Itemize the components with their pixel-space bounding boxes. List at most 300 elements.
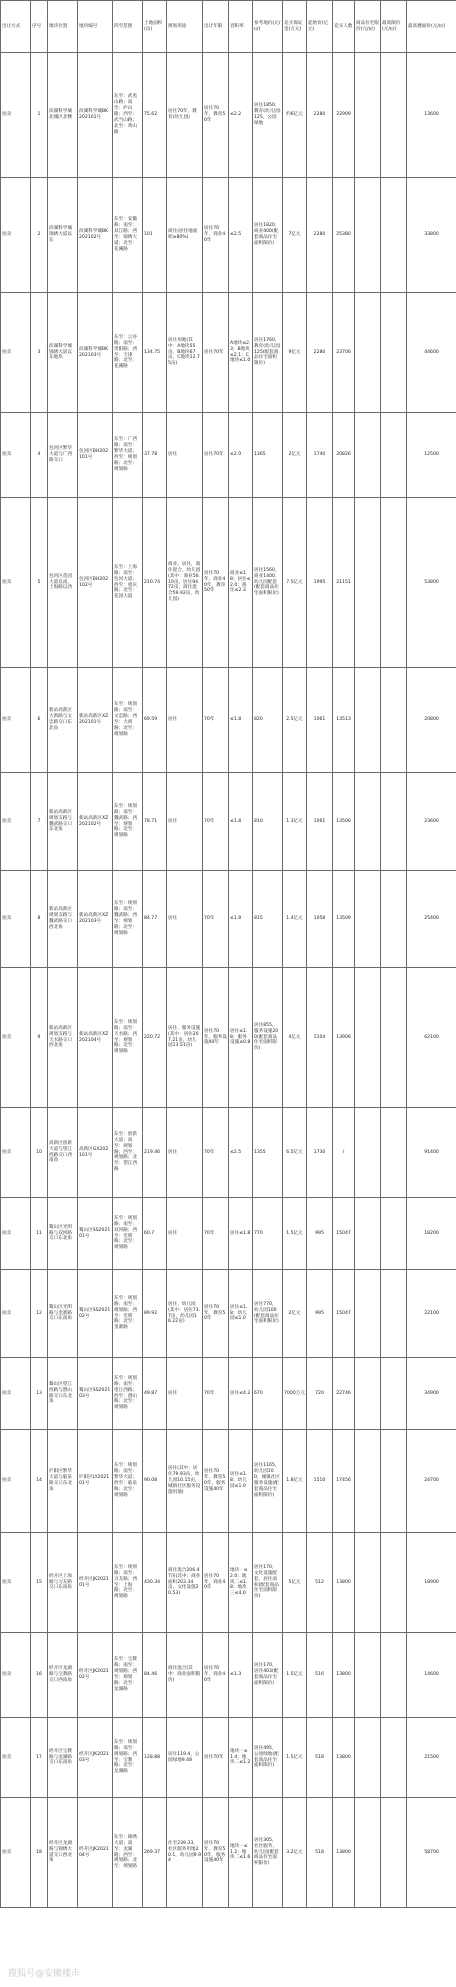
table-cell: 9亿元 xyxy=(283,293,307,413)
table-cell: 15047 xyxy=(333,1198,355,1270)
table-cell: 包河区繁华大道与广西路交口 xyxy=(48,413,78,498)
table-cell xyxy=(355,1358,381,1430)
table-cell: 居住855，服务设施200(配套商品住宅面积限价) xyxy=(253,968,283,1108)
table-cell xyxy=(381,668,407,773)
table-cell: 经开区JK202102号 xyxy=(78,1633,113,1718)
table-cell: 居住1560，商业1400，幼儿园配套(配套商品住宅面积限价) xyxy=(253,498,283,668)
table-cell xyxy=(381,1108,407,1198)
table-cell: 拍卖 xyxy=(1,1108,31,1198)
table-cell: 东至：宝教路；南至：规划路；西至：规划路；北至：龙湖路 xyxy=(113,1633,143,1718)
table-cell: 包河区BH202101号 xyxy=(78,413,113,498)
table-cell: 70年 xyxy=(203,1198,229,1270)
table-cell: ≤1.8 xyxy=(229,871,253,968)
table-cell: 拍卖 xyxy=(1,293,31,413)
table-cell: ≤2.5 xyxy=(229,1108,253,1198)
table-cell: 2280 xyxy=(307,178,333,293)
column-header: 序号 xyxy=(31,1,48,53)
table-cell: 24700 xyxy=(407,1430,456,1533)
table-cell xyxy=(355,178,381,293)
table-cell: 居住495，公园绿地(配套商品住宅面积限价) xyxy=(253,1718,283,1798)
table-cell: 居住70年 xyxy=(203,293,229,413)
table-row xyxy=(1,1358,456,1430)
table-cell: 33800 xyxy=(407,178,456,293)
table-cell: 新站高新区XZ202104号 xyxy=(78,968,113,1108)
table-cell: 东至：规划路；南至：望江西路；西至：潜山路；北至：规划路 xyxy=(113,1358,143,1430)
table-cell xyxy=(381,1798,407,1908)
table-cell: 经开区JK202103号 xyxy=(78,1718,113,1798)
table-cell: 2.5亿元 xyxy=(283,668,307,773)
table-row xyxy=(1,1533,456,1633)
table-cell: 经开区宝教路与龙湖路交口东南角 xyxy=(48,1718,78,1798)
table-cell: 庐阳区LY202101号 xyxy=(78,1430,113,1533)
table-cell: 13906 xyxy=(333,968,355,1108)
table-cell: 居住70年，教育50年，服务设施40年 xyxy=(203,1430,229,1533)
table-cell: 15047 xyxy=(333,1270,355,1358)
table-cell xyxy=(381,968,407,1108)
table-body xyxy=(1,53,456,1908)
table-cell: 269.37 xyxy=(143,1798,167,1908)
table-cell xyxy=(381,178,407,293)
table-cell: 拍卖 xyxy=(1,1798,31,1908)
table-cell: 居住70年，商业40年 xyxy=(203,178,229,293)
table-cell: 62100 xyxy=(407,968,456,1108)
table-cell: 拍卖 xyxy=(1,668,31,773)
table-cell: 新站高新区规划支路与魏武路交口东北角 xyxy=(48,773,78,871)
table-cell: 995 xyxy=(307,1198,333,1270)
table-cell: 13513 xyxy=(333,668,355,773)
table-cell xyxy=(381,1270,407,1358)
table-cell: 居住70年，教育(幼儿园) xyxy=(167,53,203,178)
table-cell: ≤2.0 xyxy=(229,413,253,498)
table-cell: 居住≤1.8；幼儿园≤1.0 xyxy=(229,1430,253,1533)
table-cell: 4亿元 xyxy=(283,968,307,1108)
table-cell: 东至：规划路；南至：天水路；西至：规划路；北至：规划路 xyxy=(113,968,143,1108)
table-cell xyxy=(355,1533,381,1633)
table-cell: 拍卖 xyxy=(1,1533,31,1633)
table-cell: 住宅239.33，社区服务用地20.1，幼儿园9.94 xyxy=(167,1798,203,1908)
table-cell: 滨湖科学城锦绣大道以东 xyxy=(48,178,78,293)
table-cell xyxy=(355,53,381,178)
table-cell xyxy=(381,498,407,668)
table-cell xyxy=(381,53,407,178)
column-header: 最高限价(元/㎡) xyxy=(381,1,407,53)
table-cell: 13506 xyxy=(333,773,355,871)
table-cell: 18 xyxy=(31,1798,48,1908)
table-cell: 219.46 xyxy=(143,1108,167,1198)
table-cell: 经开区龙湖路与锦绣大道交口西北角 xyxy=(48,1798,78,1908)
table-cell: 810 xyxy=(253,773,283,871)
table-cell: 居住 xyxy=(167,1108,203,1198)
table-cell: 21500 xyxy=(407,1718,456,1798)
table-cell: 1510 xyxy=(307,1430,333,1533)
column-header: 竞买保证金(万元) xyxy=(283,1,307,53)
table-cell: 2 xyxy=(31,178,48,293)
table-cell xyxy=(355,1718,381,1798)
table-cell: 49.87 xyxy=(143,1358,167,1430)
table-cell xyxy=(381,773,407,871)
table-cell xyxy=(381,1533,407,1633)
table-cell: 新站高新区规划支路与魏武路交口西北角 xyxy=(48,871,78,968)
table-cell: 滨湖科学城BK202102号 xyxy=(78,178,113,293)
table-cell: 东至：锦绣大道；南至：龙湖路；西至：规划路；北至：规划路 xyxy=(113,1798,143,1908)
table-row xyxy=(1,871,456,968)
table-row xyxy=(1,1633,456,1718)
table-cell: 高新区创新大道与望江西路交口西南角 xyxy=(48,1108,78,1198)
table-cell: 居住 xyxy=(167,871,203,968)
table-cell xyxy=(381,871,407,968)
table-cell: 居住 xyxy=(167,1198,203,1270)
table-cell: 9 xyxy=(31,968,48,1108)
table-cell: 21151 xyxy=(333,498,355,668)
table-cell: 3.2亿元 xyxy=(283,1798,307,1908)
table-cell xyxy=(355,1798,381,1908)
table-cell: 庐阳区繁华大道与临泉路交口东北角 xyxy=(48,1430,78,1533)
table-cell: 1.8亿元 xyxy=(283,1430,307,1533)
table-cell: 居住1850，教育(幼儿园)125，公园绿地 xyxy=(253,53,283,178)
table-cell: 东至：创新大道；南至：规划路；西至：规划路；北至：望江西路 xyxy=(113,1108,143,1198)
table-cell: 815 xyxy=(253,871,283,968)
table-cell: 居住、幼儿园(其中：居住73.7亩，幼儿园16.22亩) xyxy=(167,1270,203,1358)
table-cell: 69.59 xyxy=(143,668,167,773)
column-header: 土地面积(亩) xyxy=(143,1,167,53)
table-cell: 14 xyxy=(31,1430,48,1533)
table-cell: 1.5亿元 xyxy=(283,1718,307,1798)
table-cell: 995 xyxy=(307,1270,333,1358)
table-cell: 84.46 xyxy=(143,1633,167,1718)
table-cell xyxy=(381,1358,407,1430)
table-cell: 约6亿元 xyxy=(283,53,307,178)
table-cell: 23706 xyxy=(333,293,355,413)
table-cell: 75.62 xyxy=(143,53,167,178)
table-cell: 商业≤1.8；居住≤2.0；商住≤2.3 xyxy=(229,498,253,668)
table-cell: 商住混合206.47亩(其中：商业面积203.34亩，文化设施20.53) xyxy=(167,1533,203,1633)
table-cell: 居住119.4，公园绿地9.48 xyxy=(167,1718,203,1798)
table-cell: / xyxy=(333,1108,355,1198)
table-row xyxy=(1,1270,456,1358)
table-cell: 地块一≤2.0；地块二≤1.8；地块三≤4.0 xyxy=(229,1533,253,1633)
table-cell: 东至：规划路；南至：魏武路；西至：规划路；北至：规划路 xyxy=(113,871,143,968)
table-cell: 518 xyxy=(307,1718,333,1798)
table-row xyxy=(1,668,456,773)
table-cell: 东至：规划路；南至：双河路；西至：光明路；北至：规划路 xyxy=(113,1198,143,1270)
table-cell: 居住≤4.2 xyxy=(229,1358,253,1430)
table-cell xyxy=(381,1718,407,1798)
table-cell: 6 xyxy=(31,668,48,773)
table-cell: 居住305，社区服务，幼儿园(配套商品住宅面积限价) xyxy=(253,1798,283,1908)
table-cell xyxy=(381,413,407,498)
table-row xyxy=(1,413,456,498)
table-row xyxy=(1,293,456,413)
table-cell: 1740 xyxy=(307,413,333,498)
table-cell: 13509 xyxy=(333,871,355,968)
table-cell: 7.5亿元 xyxy=(283,498,307,668)
table-row xyxy=(1,1198,456,1270)
table-cell: 蜀山区光明路与金寨路交口东南角 xyxy=(48,1270,78,1358)
table-cell: 居住用地(其中：A地块55亩，B地块67亩，C地块12.75亩) xyxy=(167,293,203,413)
table-cell: 15 xyxy=(31,1533,48,1633)
table-cell: 134.75 xyxy=(143,293,167,413)
table-cell: 670 xyxy=(253,1358,283,1430)
table-cell: 1058 xyxy=(307,871,333,968)
table-cell: 拍卖 xyxy=(1,53,31,178)
table-cell: 18900 xyxy=(407,1533,456,1633)
table-cell: 滨湖科学城锦绣大道以东地块 xyxy=(48,293,78,413)
table-cell xyxy=(381,293,407,413)
table-cell: 101 xyxy=(143,178,167,293)
table-cell: 拍卖 xyxy=(1,773,31,871)
table-cell: 17 xyxy=(31,1718,48,1798)
column-header: 出让方式 xyxy=(1,1,31,53)
table-cell: 居住≤1.8；幼儿园≤1.0 xyxy=(229,1270,253,1358)
watermark-text: 搜狐号@安徽楼市 xyxy=(8,1969,81,1979)
table-cell: 新站高新区规划支路与天水路交口西北角 xyxy=(48,968,78,1108)
table-cell: 居住70年，教育50年 xyxy=(203,1270,229,1358)
table-cell xyxy=(355,968,381,1108)
table-cell: 17456 xyxy=(333,1430,355,1533)
table-cell: 拍卖 xyxy=(1,498,31,668)
table-cell: 7000万元 xyxy=(283,1358,307,1430)
table-cell: 蜀山区SS202101号 xyxy=(78,1198,113,1270)
table-cell: 地块一≤1.2；地块二≤1.6 xyxy=(229,1798,253,1908)
table-cell: 128.88 xyxy=(143,1718,167,1798)
table-cell: 53800 xyxy=(407,498,456,668)
table-cell xyxy=(355,413,381,498)
table-cell: 1.3亿元 xyxy=(283,773,307,871)
table-cell xyxy=(355,293,381,413)
table-cell: 91400 xyxy=(407,1108,456,1198)
table-cell: 70年 xyxy=(203,1108,229,1198)
table-cell: 13800 xyxy=(333,1633,355,1718)
table-cell: 拍卖 xyxy=(1,1718,31,1798)
table-cell: 拍卖 xyxy=(1,1198,31,1270)
column-header: 竞买人数 xyxy=(333,1,355,53)
table-cell: 20800 xyxy=(407,668,456,773)
table-cell: 2280 xyxy=(307,293,333,413)
table-cell: 90.08 xyxy=(143,1430,167,1533)
table-cell: 滨湖科学城BK202103号 xyxy=(78,293,113,413)
table-cell: 23600 xyxy=(407,773,456,871)
table-cell: 经开区龙湖路与宝教路交口西南角 xyxy=(48,1633,78,1718)
table-cell: 经开区JK202101号 xyxy=(78,1533,113,1633)
column-header: 规划用途 xyxy=(167,1,203,53)
table-cell: 25380 xyxy=(333,178,355,293)
table-cell: 8 xyxy=(31,871,48,968)
table-cell xyxy=(355,668,381,773)
table-cell: 70年 xyxy=(203,773,229,871)
table-cell: 60.7 xyxy=(143,1198,167,1270)
table-cell: 13800 xyxy=(333,1718,355,1798)
table-row xyxy=(1,1718,456,1798)
table-cell: 1355 xyxy=(253,1108,283,1198)
table-cell: 6.5亿元 xyxy=(283,1108,307,1198)
table-cell: 拍卖 xyxy=(1,1270,31,1358)
table-row xyxy=(1,773,456,871)
table-cell: 东至：规划路；南至：文忠路；西至：大禹路；北至：规划路 xyxy=(113,668,143,773)
table-cell: 拍卖 xyxy=(1,871,31,968)
table-cell: 11 xyxy=(31,1198,48,1270)
header-row xyxy=(1,1,456,53)
table-cell: 拍卖 xyxy=(1,178,31,293)
table-cell: 商住(居住地面积≥80%) xyxy=(167,178,203,293)
table-cell: 44600 xyxy=(407,293,456,413)
table-cell: 居住70年 xyxy=(203,413,229,498)
table-row xyxy=(1,1798,456,1908)
table-cell: 拍卖 xyxy=(1,1358,31,1430)
table-cell: 25400 xyxy=(407,871,456,968)
table-cell: 居住70年，教育50年 xyxy=(203,53,229,178)
table-cell xyxy=(381,1430,407,1533)
table-cell: 820 xyxy=(253,668,283,773)
table-row xyxy=(1,1430,456,1533)
table-cell: 商住混合(其中：商业面积限价) xyxy=(167,1633,203,1718)
table-cell: 22100 xyxy=(407,1270,456,1358)
table-cell: 居住70年 xyxy=(203,1718,229,1798)
table-cell: 新站高新区XZ202101号 xyxy=(78,668,113,773)
table-cell: 13800 xyxy=(333,1798,355,1908)
table-cell: 20826 xyxy=(333,413,355,498)
table-cell: 东至：规划路；南至：规划路；西至：宝教路；北至：龙湖路 xyxy=(113,1718,143,1798)
table-cell: 7 xyxy=(31,773,48,871)
table-cell: 16 xyxy=(31,1633,48,1718)
table-cell: 蜀山区望江西路与潜山路交口东北角 xyxy=(48,1358,78,1430)
table-cell: 34900 xyxy=(407,1358,456,1430)
table-cell: 地块一≤1.4；地块二≤1.2 xyxy=(229,1718,253,1798)
table-cell: 2亿元 xyxy=(283,1270,307,1358)
table-cell: 770 xyxy=(253,1198,283,1270)
table-cell: 512 xyxy=(307,1533,333,1633)
table-cell xyxy=(355,1633,381,1718)
table-cell: ≤1.8 xyxy=(229,668,253,773)
table-cell: 居住(其中：居住79.93亩，幼儿园10.15亩，城镇社区服务设施用地) xyxy=(167,1430,203,1533)
table-cell: 经开区上海路与习友路交口东南角 xyxy=(48,1533,78,1633)
table-cell: 居住≤1.8；服务设施≤0.8 xyxy=(229,968,253,1108)
table-cell: 包河区BH202102号 xyxy=(78,498,113,668)
table-cell: 居住 xyxy=(167,773,203,871)
table-cell xyxy=(355,773,381,871)
table-cell: 4 xyxy=(31,413,48,498)
table-cell xyxy=(355,1108,381,1198)
column-header: 商品住宅限价(元/㎡) xyxy=(355,1,381,53)
table-cell: 东至：安徽路；南至：双江路；西至：锦绣大道；北至：花溪路 xyxy=(113,178,143,293)
table-cell: 89.92 xyxy=(143,1270,167,1358)
table-cell: 居住≤1.8 xyxy=(229,1198,253,1270)
table-cell: ≤2.5 xyxy=(229,178,253,293)
column-header: 出让年限 xyxy=(203,1,229,53)
table-cell: 居住70年，教育50年，服务设施40年 xyxy=(203,1798,229,1908)
table-cell xyxy=(355,1430,381,1533)
table-cell: 5 xyxy=(31,498,48,668)
table-cell: 1730 xyxy=(307,1108,333,1198)
column-header: 地块位置 xyxy=(48,1,78,53)
table-cell: 516 xyxy=(307,1633,333,1718)
table-cell: 蜀山区SS202102号 xyxy=(78,1270,113,1358)
table-cell: 70年 xyxy=(203,871,229,968)
table-cell: 居住，服务设施(其中：居住207.21亩，幼儿园13.51亩) xyxy=(167,968,203,1108)
table-cell: 居住70年，商业40年 xyxy=(203,1633,229,1718)
table-cell: 1.4亿元 xyxy=(283,871,307,968)
table-cell: 居住770，幼儿园100(配套商品住宅面积限价) xyxy=(253,1270,283,1358)
table-cell: 1061 xyxy=(307,668,333,773)
table-cell: 1365 xyxy=(253,413,283,498)
table-cell: 22746 xyxy=(333,1358,355,1430)
table-cell: 22909 xyxy=(333,53,355,178)
table-cell: 东至：规划路；南至：魏武路；西至：规划路；北至：规划路 xyxy=(113,773,143,871)
table-cell: 3 xyxy=(31,293,48,413)
table-cell xyxy=(355,1270,381,1358)
table-cell: 1104 xyxy=(307,968,333,1108)
table-cell: 新站高新区XZ202102号 xyxy=(78,773,113,871)
table-cell: 包河区花园大道以南，上海路以西 xyxy=(48,498,78,668)
table-cell: 12 xyxy=(31,1270,48,1358)
table-cell: 37.78 xyxy=(143,413,167,498)
table-cell: 新站高新区大禹路与文忠路交口东北角 xyxy=(48,668,78,773)
table-cell: 居住170，文化设施配套，居住面积(配套商品住宅面积限价) xyxy=(253,1533,283,1633)
table-cell: 东至：规划路；南至：规划路；西至：光明路；北至：金寨路 xyxy=(113,1270,143,1358)
table-cell xyxy=(355,871,381,968)
table-cell: 1.5亿元 xyxy=(283,1633,307,1718)
table-cell: 720 xyxy=(307,1358,333,1430)
table-cell: 1.5亿元 xyxy=(283,1198,307,1270)
table-cell: 70年 xyxy=(203,1358,229,1430)
table-cell: 居住170，居住403(配套商品住宅面积限价) xyxy=(253,1633,283,1718)
table-cell: 拍卖 xyxy=(1,413,31,498)
table-cell: 新站高新区XZ202103号 xyxy=(78,871,113,968)
table-cell: 拍卖 xyxy=(1,1633,31,1718)
table-cell xyxy=(355,498,381,668)
table-cell: 东至：广西路；南至：繁华大道；西至：规划路；北至：规划路 xyxy=(113,413,143,498)
table-cell: A地块≤2.3；B地块≤2.1；C地块≤1.0 xyxy=(229,293,253,413)
table-cell: 居住 xyxy=(167,668,203,773)
table-cell: 2亿元 xyxy=(283,413,307,498)
table-cell: 拍卖 xyxy=(1,968,31,1108)
table-cell: 东至：武夷山路；南至：庐山路；西至：武当山路；北至：黄山路 xyxy=(113,53,143,178)
table-cell: 居住1760，教育(幼儿园)125(配套商品住宅面积限价) xyxy=(253,293,283,413)
table-cell: 高新区GX202101号 xyxy=(78,1108,113,1198)
table-cell: 58700 xyxy=(407,1798,456,1908)
table-row xyxy=(1,178,456,293)
column-header: 起始价(亿元) xyxy=(307,1,333,53)
table-cell: 经开区JK202104号 xyxy=(78,1798,113,1908)
table-cell: 东至：规划路；南至：习友路；西至：上海路；北至：规划路 xyxy=(113,1533,143,1633)
column-header: 四至范围 xyxy=(113,1,143,53)
table-cell: 蜀山区光明路与双河路交口东北角 xyxy=(48,1198,78,1270)
table-cell: 518 xyxy=(307,1798,333,1908)
table-cell: 14600 xyxy=(407,1633,456,1718)
column-header: 容积率 xyxy=(229,1,253,53)
table-cell: 滨湖科学城BK202101号 xyxy=(78,53,113,178)
column-header: 地块编号 xyxy=(78,1,113,53)
table-cell: 78.71 xyxy=(143,773,167,871)
table-cell: ≤2.2 xyxy=(229,53,253,178)
table-cell: 430.34 xyxy=(143,1533,167,1633)
table-cell: 1995 xyxy=(307,498,333,668)
column-header: 参考地价(元/㎡) xyxy=(253,1,283,53)
table-cell: 居住1165，幼儿园100，城镇社区服务设施(配套商品住宅面积限价) xyxy=(253,1430,283,1533)
table-cell: 蜀山区SS202103号 xyxy=(78,1358,113,1430)
table-cell: 5亿元 xyxy=(283,1533,307,1633)
table-cell: 拍卖 xyxy=(1,1430,31,1533)
table-cell: 滨湖科学城北城区北侧 xyxy=(48,53,78,178)
table-cell: 13600 xyxy=(407,53,456,178)
table-cell: 商业、居住，商住混合，幼儿园(其中：商业56.10亩，居住94.72亩，商住混合59.92亩，幼儿园) xyxy=(167,498,203,668)
table-cell: 居住70年，商业40年 xyxy=(203,1533,229,1633)
table-cell: ≤1.3 xyxy=(229,1633,253,1718)
table-row xyxy=(1,1108,456,1198)
table-cell: 210.74 xyxy=(143,498,167,668)
table-cell: 10 xyxy=(31,1108,48,1198)
table-cell: 东至：上海路；南至：包河大道；西至：重庆路；北至：花园大道 xyxy=(113,498,143,668)
table-cell xyxy=(381,1633,407,1718)
